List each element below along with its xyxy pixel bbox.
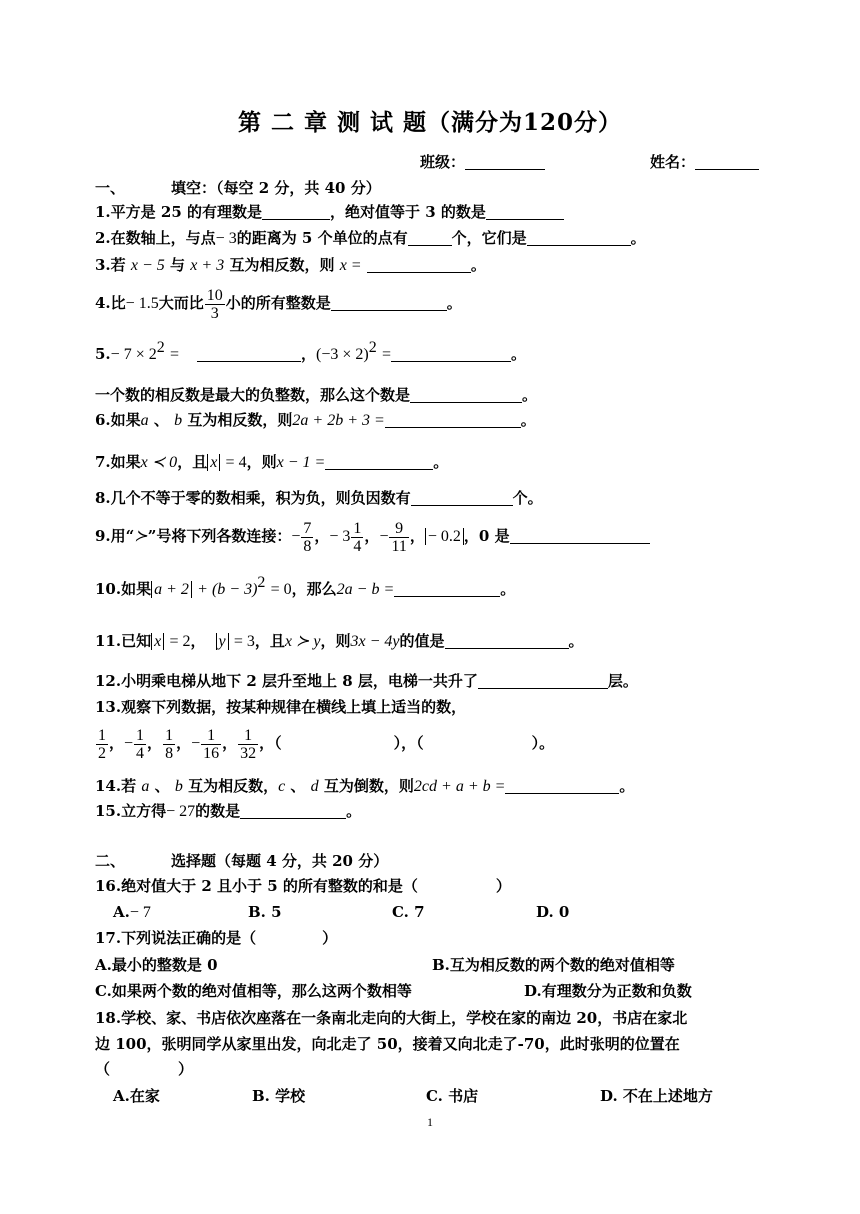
question-16 bbox=[95, 876, 511, 896]
question-14 bbox=[95, 776, 634, 797]
q4-text-3: 小的所有整数是 bbox=[225, 294, 331, 312]
q13-comma-1: ， bbox=[109, 734, 125, 752]
q2-text-4: 。 bbox=[630, 229, 646, 247]
q1-text-2: ，绝对值等于 3 的数是 bbox=[329, 203, 486, 221]
q5-math-4: = bbox=[381, 346, 391, 363]
q9-f1-denominator: 8 bbox=[303, 537, 312, 555]
q4-text-4: 。 bbox=[446, 294, 462, 312]
q9-text-2: ”号将下列各数连接： bbox=[147, 527, 292, 545]
question-4 bbox=[95, 282, 462, 325]
q3-text-3: 互为相反数，则 bbox=[229, 256, 335, 274]
q4-numerator: 10 bbox=[206, 286, 223, 304]
section-number-2: 二、 bbox=[95, 852, 126, 870]
q17-option-a[interactable]: A.最小的整数是 0 bbox=[95, 956, 218, 974]
q5-text: 5. bbox=[95, 345, 111, 363]
q16-option-a[interactable] bbox=[113, 902, 151, 923]
section-title-2: 选择题（每题 4 分，共 20 分） bbox=[171, 852, 389, 870]
q17-close-paren: ） bbox=[322, 929, 338, 947]
question-8 bbox=[95, 488, 543, 508]
q11-text-3: ，且 bbox=[254, 632, 285, 650]
q16-option-a-label: A. bbox=[113, 903, 130, 921]
question-15 bbox=[95, 801, 361, 822]
question-3 bbox=[95, 255, 486, 276]
q7-text-2: ，且 bbox=[177, 453, 208, 471]
q13-f3-denominator: 8 bbox=[165, 744, 174, 762]
q9-text: 9.用“ bbox=[95, 527, 135, 545]
q6-text-4: 。 bbox=[520, 411, 536, 429]
q4-text-2: 大而比 bbox=[158, 294, 204, 312]
section-heading-2 bbox=[95, 851, 388, 871]
section-title: 填空：（每空 2 分，共 40 分） bbox=[171, 179, 381, 197]
q11-text: 11.已知 bbox=[95, 632, 152, 650]
q5-text-2: ， bbox=[300, 345, 316, 363]
q11-math-2: = 2 bbox=[169, 633, 191, 650]
q3-text-4: 。 bbox=[470, 256, 486, 274]
q5-exponent-1: 2 bbox=[156, 339, 165, 356]
q4-blank[interactable] bbox=[331, 294, 447, 311]
q14-math-4: d bbox=[310, 778, 319, 795]
q13-comma-2: ， bbox=[147, 734, 163, 752]
q6-math-1: a bbox=[140, 412, 149, 429]
q9-fraction-3 bbox=[389, 520, 408, 555]
q8-blank[interactable] bbox=[411, 489, 513, 506]
q3-math-1: x − 5 bbox=[130, 257, 165, 274]
q7-math-3: = 4 bbox=[225, 454, 247, 471]
q3-math-2: x + 3 bbox=[190, 257, 225, 274]
q16-option-c[interactable]: C. 7 bbox=[392, 903, 425, 921]
class-field bbox=[420, 152, 545, 172]
q4-denominator: 3 bbox=[205, 304, 225, 322]
q9-sign-2: − 3 bbox=[329, 528, 351, 545]
question-5-extra bbox=[95, 385, 537, 405]
q2-text-2: 的距离为 5 个单位的点有 bbox=[236, 229, 408, 247]
q16-text: 16.绝对值大于 2 且小于 5 的所有整数的和是（ bbox=[95, 877, 418, 895]
q13-fraction-4 bbox=[201, 727, 221, 762]
q5-blank-1[interactable] bbox=[197, 345, 301, 362]
q18-option-c[interactable]: C. 书店 bbox=[426, 1087, 479, 1105]
q6-text-3: 互为相反数，则 bbox=[187, 411, 293, 429]
q9-blank[interactable] bbox=[510, 527, 650, 544]
q3-text: 3.若 bbox=[95, 256, 126, 274]
q16-option-b[interactable]: B. 5 bbox=[248, 903, 282, 921]
question-5 bbox=[95, 339, 526, 365]
q12-text-2: 层。 bbox=[607, 672, 638, 690]
question-13-sequence bbox=[95, 722, 554, 765]
q16-option-d[interactable]: D. 0 bbox=[536, 903, 570, 921]
q8-text: 8.几个不等于零的数相乘，积为负，则负因数有 bbox=[95, 489, 411, 507]
q9-comma-3: ， bbox=[409, 527, 425, 545]
q14-text-5: 互为倒数，则 bbox=[323, 777, 414, 795]
question-2 bbox=[95, 228, 646, 249]
q10-math-2: + (b − 3) bbox=[197, 581, 258, 598]
q14-math-5: 2cd + a + b = bbox=[413, 778, 506, 795]
q5-math-1: − 7 × 2 bbox=[110, 346, 157, 363]
q9-f3-numerator: 9 bbox=[395, 519, 404, 537]
class-blank[interactable] bbox=[465, 153, 545, 170]
q14-math-3: c bbox=[278, 778, 286, 795]
q18-option-d[interactable]: D. 不在上述地方 bbox=[600, 1087, 713, 1105]
q11-text-4: ，则 bbox=[320, 632, 351, 650]
q10-text: 10.如果 bbox=[95, 580, 152, 598]
q17-option-c[interactable]: C.如果两个数的绝对值相等，那么这两个数相等 bbox=[95, 982, 412, 1000]
section-number: 一、 bbox=[95, 179, 126, 197]
q6-math-2: b bbox=[174, 412, 183, 429]
q15-text-3: 。 bbox=[346, 802, 362, 820]
q13-sign-2: − bbox=[124, 735, 134, 752]
q12-blank[interactable] bbox=[478, 672, 608, 689]
q15-text-2: 的数是 bbox=[195, 802, 241, 820]
q6-blank[interactable] bbox=[385, 411, 521, 428]
q17-option-b[interactable]: B.互为相反数的两个数的绝对值相等 bbox=[432, 956, 675, 974]
q9-text-3: ，0 是 bbox=[463, 527, 510, 545]
q9-comma-1: ， bbox=[314, 527, 330, 545]
q3-blank[interactable] bbox=[367, 256, 471, 273]
q11-text-2: ， bbox=[190, 632, 206, 650]
q9-abs-value: − 0.2 bbox=[425, 528, 464, 545]
q12-text: 12.小明乘电梯从地下 2 层升至地上 8 层，电梯一共升了 bbox=[95, 672, 478, 690]
q9-sign-3: − bbox=[379, 528, 389, 545]
section-heading bbox=[95, 178, 381, 198]
q5-extra-text: 一个数的相反数是最大的负整数，那么这个数是 bbox=[95, 386, 411, 404]
q10-text-3: 。 bbox=[500, 580, 516, 598]
page-title: 第 二 章 测 试 题（满分为120分） bbox=[237, 109, 623, 136]
q14-text-2: 、 bbox=[154, 777, 170, 795]
name-field bbox=[650, 152, 759, 172]
q9-fraction-2 bbox=[351, 520, 363, 555]
q6-math-3: 2a + 2b + 3 = bbox=[292, 412, 385, 429]
q7-math-4: x − 1 = bbox=[276, 454, 326, 471]
q2-math: − 3 bbox=[215, 230, 237, 247]
q2-blank-2[interactable] bbox=[527, 229, 631, 246]
q7-text-3: ，则 bbox=[246, 453, 277, 471]
class-label: 班级： bbox=[420, 153, 466, 171]
q15-text: 15.立方得 bbox=[95, 802, 167, 820]
q17-option-d[interactable]: D.有理数分为正数和负数 bbox=[524, 982, 692, 1000]
q6-text: 6.如果 bbox=[95, 411, 141, 429]
q2-text: 2.在数轴上，与点 bbox=[95, 229, 216, 247]
question-18-line-1: 18.学校、家、书店依次座落在一条南北走向的大街上，学校在家的南边 20，书店在家北 bbox=[95, 1009, 688, 1027]
q4-text: 4.比 bbox=[95, 294, 126, 312]
q3-text-2: 与 bbox=[170, 256, 186, 274]
q9-sign-1: − bbox=[291, 528, 301, 545]
q14-text-3: 互为相反数， bbox=[188, 777, 279, 795]
q13-f1-numerator: 1 bbox=[98, 726, 106, 744]
q1-blank-2[interactable] bbox=[486, 203, 564, 220]
question-18-line-3 bbox=[95, 1059, 193, 1079]
q17-text: 17.下列说法正确的是（ bbox=[95, 929, 257, 947]
question-18-line-2: 边 100，张明同学从家里出发，向北走了 50，接着又向北走了-70，此时张明的位置在 bbox=[95, 1035, 680, 1053]
q9-f2-numerator: 1 bbox=[353, 519, 362, 537]
page-number: 1 bbox=[427, 1115, 433, 1129]
question-11 bbox=[95, 631, 584, 652]
q16-option-a-value: − 7 bbox=[129, 904, 151, 921]
q13-f1-denominator: 2 bbox=[98, 744, 106, 762]
q9-comma-2: ， bbox=[364, 527, 380, 545]
q5-extra-blank[interactable] bbox=[410, 386, 522, 403]
q10-blank[interactable] bbox=[394, 580, 500, 597]
q1-text: 1.平方是 25 的有理数是 bbox=[95, 203, 262, 221]
q13-f2-denominator: 4 bbox=[136, 744, 145, 762]
name-label: 姓名： bbox=[650, 153, 696, 171]
q9-f3-denominator: 11 bbox=[391, 537, 407, 555]
q18-open-paren: （ bbox=[95, 1060, 111, 1078]
question-1 bbox=[95, 202, 564, 222]
q7-text: 7.如果 bbox=[95, 453, 141, 471]
q14-math-1: a bbox=[141, 778, 150, 795]
q13-text: 13.观察下列数据，按某种规律在横线上填上适当的数， bbox=[95, 698, 467, 716]
q4-fraction bbox=[205, 287, 225, 322]
q2-text-3: 个，它们是 bbox=[451, 229, 527, 247]
q7-math-1: x ≺ 0 bbox=[140, 454, 178, 471]
q13-comma-3: ， bbox=[176, 734, 192, 752]
q13-fraction-5 bbox=[238, 727, 258, 762]
question-12 bbox=[95, 671, 638, 691]
q15-blank[interactable] bbox=[240, 802, 346, 819]
q11-text-6: 。 bbox=[568, 632, 584, 650]
q9-f2-denominator: 4 bbox=[353, 537, 362, 555]
q5-exponent-2: 2 bbox=[368, 339, 377, 356]
q13-f5-numerator: 1 bbox=[244, 726, 253, 744]
name-blank[interactable] bbox=[695, 153, 759, 170]
q11-math-4: = 3 bbox=[233, 633, 255, 650]
q15-math: − 27 bbox=[166, 803, 196, 820]
q3-math-3: x = bbox=[339, 257, 362, 274]
q10-math-4: 2a − b = bbox=[336, 581, 395, 598]
q9-fraction-1 bbox=[301, 520, 313, 555]
q13-fraction-3 bbox=[163, 727, 175, 762]
q13-fraction-1 bbox=[96, 727, 108, 762]
q18-close-paren: ） bbox=[178, 1060, 194, 1078]
q18-option-b[interactable]: B. 学校 bbox=[252, 1087, 306, 1105]
q10-text-2: ，那么 bbox=[291, 580, 337, 598]
q13-open-paren: ，（ bbox=[259, 734, 282, 752]
q13-close-paren: ）。 bbox=[531, 734, 555, 752]
question-9 bbox=[95, 515, 650, 558]
q9-f1-numerator: 7 bbox=[303, 519, 312, 537]
question-10 bbox=[95, 574, 516, 600]
q13-f5-denominator: 32 bbox=[240, 744, 257, 762]
q11-math-5: x ≻ y bbox=[284, 633, 321, 650]
q6-text-2: 、 bbox=[153, 411, 169, 429]
q8-text-2: 个。 bbox=[512, 489, 543, 507]
q5-text-3: 。 bbox=[510, 345, 526, 363]
q13-comma-4: ， bbox=[222, 734, 238, 752]
q11-text-5: 的值是 bbox=[399, 632, 445, 650]
q13-f3-numerator: 1 bbox=[165, 726, 174, 744]
q4-math: − 1.5 bbox=[125, 295, 159, 312]
q1-blank-1[interactable] bbox=[262, 203, 330, 220]
q13-mid-paren: ），（ bbox=[393, 734, 424, 752]
q13-f4-numerator: 1 bbox=[207, 726, 216, 744]
q14-math-2: b bbox=[174, 778, 183, 795]
q11-blank[interactable] bbox=[445, 632, 569, 649]
question-6 bbox=[95, 410, 536, 431]
q7-abs-value: x bbox=[207, 454, 220, 471]
question-17 bbox=[95, 928, 337, 948]
q5-extra-text-2: 。 bbox=[522, 386, 538, 404]
q14-blank[interactable] bbox=[505, 777, 619, 794]
q11-abs-x: x bbox=[151, 633, 164, 650]
q13-sign-4: − bbox=[191, 735, 201, 752]
q11-abs-y: y bbox=[216, 633, 229, 650]
q13-fraction-2 bbox=[134, 727, 146, 762]
q14-text-6: 。 bbox=[619, 777, 635, 795]
q10-exponent: 2 bbox=[257, 574, 266, 591]
q10-abs-value: a + 2 bbox=[151, 581, 192, 598]
q5-math-2: = bbox=[169, 346, 179, 363]
q9-symbol: ≻ bbox=[134, 528, 148, 545]
q13-f2-numerator: 1 bbox=[136, 726, 145, 744]
question-13 bbox=[95, 697, 466, 717]
q13-f4-denominator: 16 bbox=[203, 744, 220, 762]
q10-math-3: = 0 bbox=[270, 581, 292, 598]
question-7 bbox=[95, 452, 448, 473]
q11-math-6: 3x − 4y bbox=[350, 633, 400, 650]
q16-close-paren: ） bbox=[495, 877, 511, 895]
q7-text-4: 。 bbox=[433, 453, 449, 471]
q18-option-a[interactable]: A.在家 bbox=[113, 1087, 160, 1105]
q14-text: 14.若 bbox=[95, 777, 137, 795]
q7-blank[interactable] bbox=[325, 453, 433, 470]
q2-blank-1[interactable] bbox=[408, 229, 452, 246]
q5-math-3: (−3 × 2) bbox=[316, 346, 369, 363]
q14-text-4: 、 bbox=[290, 777, 306, 795]
q5-blank-2[interactable] bbox=[391, 345, 511, 362]
